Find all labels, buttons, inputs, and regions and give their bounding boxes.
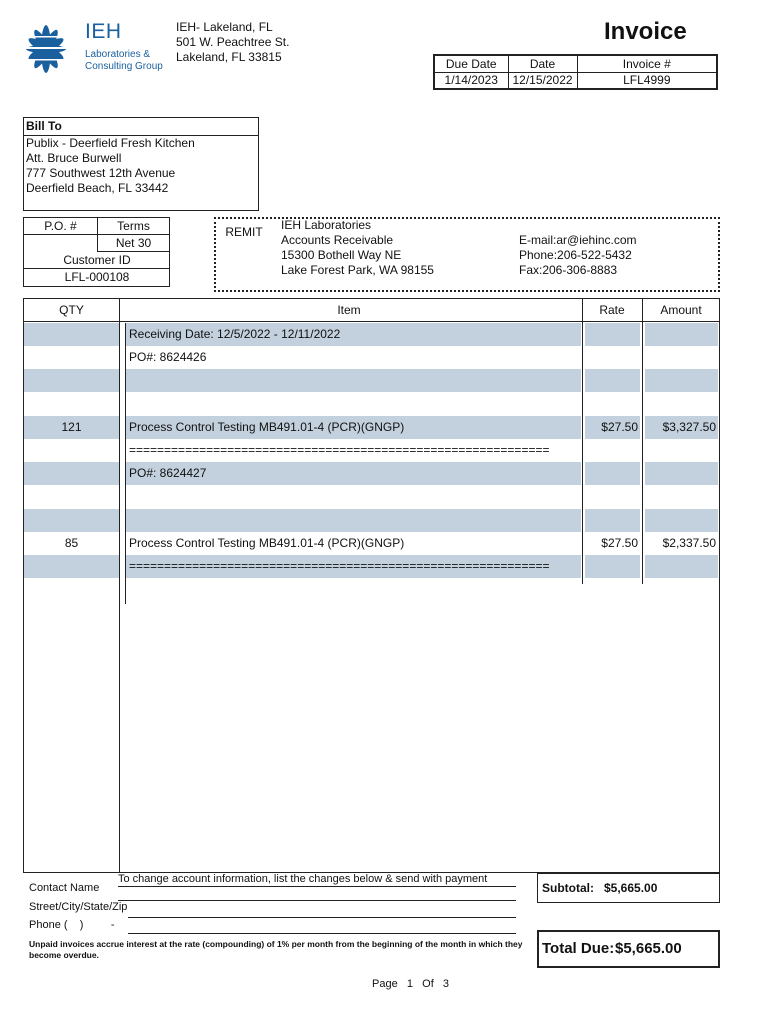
remit-phone: Phone:206-522-5432 bbox=[519, 248, 632, 262]
remit-email: E-mail:ar@iehinc.com bbox=[519, 233, 637, 247]
qty-cell bbox=[24, 555, 119, 578]
company-logo-icon bbox=[20, 22, 72, 76]
invoice-header-table bbox=[433, 54, 718, 90]
date-label: Date bbox=[508, 55, 577, 72]
invoice-number-value: LFL4999 bbox=[577, 72, 717, 89]
rate-cell bbox=[585, 346, 640, 369]
table-row bbox=[24, 555, 719, 578]
customer-id-label: Customer ID bbox=[63, 253, 131, 267]
amount-cell bbox=[645, 346, 718, 369]
rate-header: Rate bbox=[599, 303, 625, 317]
item-cell: ============================================================ bbox=[129, 443, 550, 457]
rate-cell: $27.50 bbox=[601, 535, 638, 550]
table-row bbox=[24, 393, 719, 416]
qty-cell bbox=[24, 439, 119, 462]
amount-cell bbox=[645, 509, 718, 532]
rate-cell bbox=[585, 555, 640, 578]
total-due-box bbox=[537, 930, 720, 968]
amount-cell bbox=[645, 393, 718, 416]
page-number: Page 1 Of 3 bbox=[372, 978, 450, 990]
amount-cell bbox=[645, 555, 718, 578]
rate-cell bbox=[585, 509, 640, 532]
item-cell bbox=[126, 485, 581, 508]
terms-label: Terms bbox=[117, 219, 150, 233]
item-cell: Process Control Testing MB491.01-4 (PCR)(GNGP) bbox=[129, 535, 405, 550]
rate-cell bbox=[585, 369, 640, 392]
item-cell bbox=[126, 509, 581, 532]
total-due-value: $5,665.00 bbox=[615, 940, 682, 957]
terms-value: Net 30 bbox=[115, 236, 152, 250]
customer-id-value: LFL-000108 bbox=[64, 270, 130, 284]
item-cell: ============================================================ bbox=[126, 555, 581, 578]
amount-cell bbox=[645, 323, 718, 346]
table-row bbox=[24, 369, 719, 392]
remit-address: IEH Laboratories Accounts Receivable 15300 Bothell Way NE Lake Forest Park, WA 98155 bbox=[281, 218, 434, 277]
item-cell: Receiving Date: 12/5/2022 - 12/11/2022 bbox=[126, 323, 581, 346]
invoice-title: Invoice bbox=[604, 18, 687, 45]
rate-cell bbox=[585, 393, 640, 416]
rate-cell bbox=[585, 323, 640, 346]
table-row bbox=[24, 439, 719, 462]
item-cell: PO#: 8624426 bbox=[129, 350, 207, 365]
subtotal-box bbox=[537, 873, 720, 903]
table-header bbox=[24, 299, 719, 322]
qty-cell bbox=[24, 323, 119, 346]
subtotal-value: $5,665.00 bbox=[604, 881, 658, 895]
remit-contact bbox=[519, 233, 637, 278]
invoice-number-label: Invoice # bbox=[577, 55, 717, 72]
table-row bbox=[24, 416, 719, 439]
po-label: P.O. # bbox=[44, 219, 77, 233]
item-header: Item bbox=[337, 303, 361, 317]
rate-cell bbox=[585, 485, 640, 508]
phone-label: Phone ( ) - bbox=[29, 919, 115, 931]
qty-cell bbox=[24, 369, 119, 392]
rate-cell bbox=[585, 439, 640, 462]
po-terms-box bbox=[23, 217, 170, 287]
bill-to-line: Publix - Deerfield Fresh Kitchen bbox=[26, 136, 195, 150]
total-due-label: Total Due: bbox=[542, 940, 615, 957]
table-row bbox=[24, 532, 719, 555]
amount-cell: $2,337.50 bbox=[662, 535, 716, 550]
qty-cell bbox=[24, 346, 119, 369]
interest-note: Unpaid invoices accrue interest at the rate (compounding) of 1% per month from the beginning of the month in which they become overdue. bbox=[29, 939, 523, 960]
remit-box bbox=[214, 217, 720, 292]
item-cell bbox=[126, 393, 581, 416]
table-row bbox=[24, 323, 719, 346]
bill-to-line: Deerfield Beach, FL 33442 bbox=[26, 181, 169, 195]
bill-to-line: 777 Southwest 12th Avenue bbox=[26, 166, 176, 180]
qty-cell: 85 bbox=[64, 535, 79, 550]
amount-header: Amount bbox=[660, 303, 702, 317]
amount-cell bbox=[645, 369, 718, 392]
table-row bbox=[24, 462, 719, 485]
line-items-table bbox=[23, 298, 720, 873]
amount-cell: $3,327.50 bbox=[645, 416, 718, 439]
remit-label: REMIT bbox=[225, 225, 263, 239]
amount-cell bbox=[645, 439, 718, 462]
bill-to-heading: Bill To bbox=[24, 118, 258, 136]
due-date-value: 1/14/2023 bbox=[434, 72, 508, 89]
qty-cell bbox=[24, 462, 119, 485]
amount-cell bbox=[645, 462, 718, 485]
street-label: Street/City/State/Zip bbox=[29, 901, 128, 913]
date-value: 12/15/2022 bbox=[508, 72, 577, 89]
change-note: To change account information, list the changes below & send with payment bbox=[118, 873, 488, 885]
table-row bbox=[24, 346, 719, 369]
rate-cell: $27.50 bbox=[585, 416, 640, 439]
company-address: IEH- Lakeland, FL 501 W. Peachtree St. Lakeland, FL 33815 bbox=[176, 20, 290, 64]
due-date-label: Due Date bbox=[434, 55, 508, 72]
qty-cell: 121 bbox=[24, 416, 119, 439]
rate-cell bbox=[585, 462, 640, 485]
qty-cell bbox=[24, 485, 119, 508]
item-cell: Process Control Testing MB491.01-4 (PCR)(GNGP) bbox=[126, 416, 581, 439]
bill-to-box bbox=[23, 117, 259, 211]
logo-name: IEH bbox=[85, 20, 122, 43]
amount-cell bbox=[645, 485, 718, 508]
item-cell: PO#: 8624427 bbox=[126, 462, 581, 485]
subtotal-label: Subtotal: bbox=[542, 881, 594, 895]
qty-cell bbox=[24, 509, 119, 532]
table-row bbox=[24, 485, 719, 508]
qty-cell bbox=[24, 393, 119, 416]
contact-name-label: Contact Name bbox=[29, 882, 100, 894]
bill-to-line: Att. Bruce Burwell bbox=[26, 151, 122, 165]
item-cell bbox=[126, 369, 581, 392]
table-row bbox=[24, 509, 719, 532]
remit-fax: Fax:206-306-8883 bbox=[519, 263, 618, 277]
logo-subtitle: Laboratories & Consulting Group bbox=[85, 49, 163, 72]
qty-header: QTY bbox=[59, 303, 84, 317]
